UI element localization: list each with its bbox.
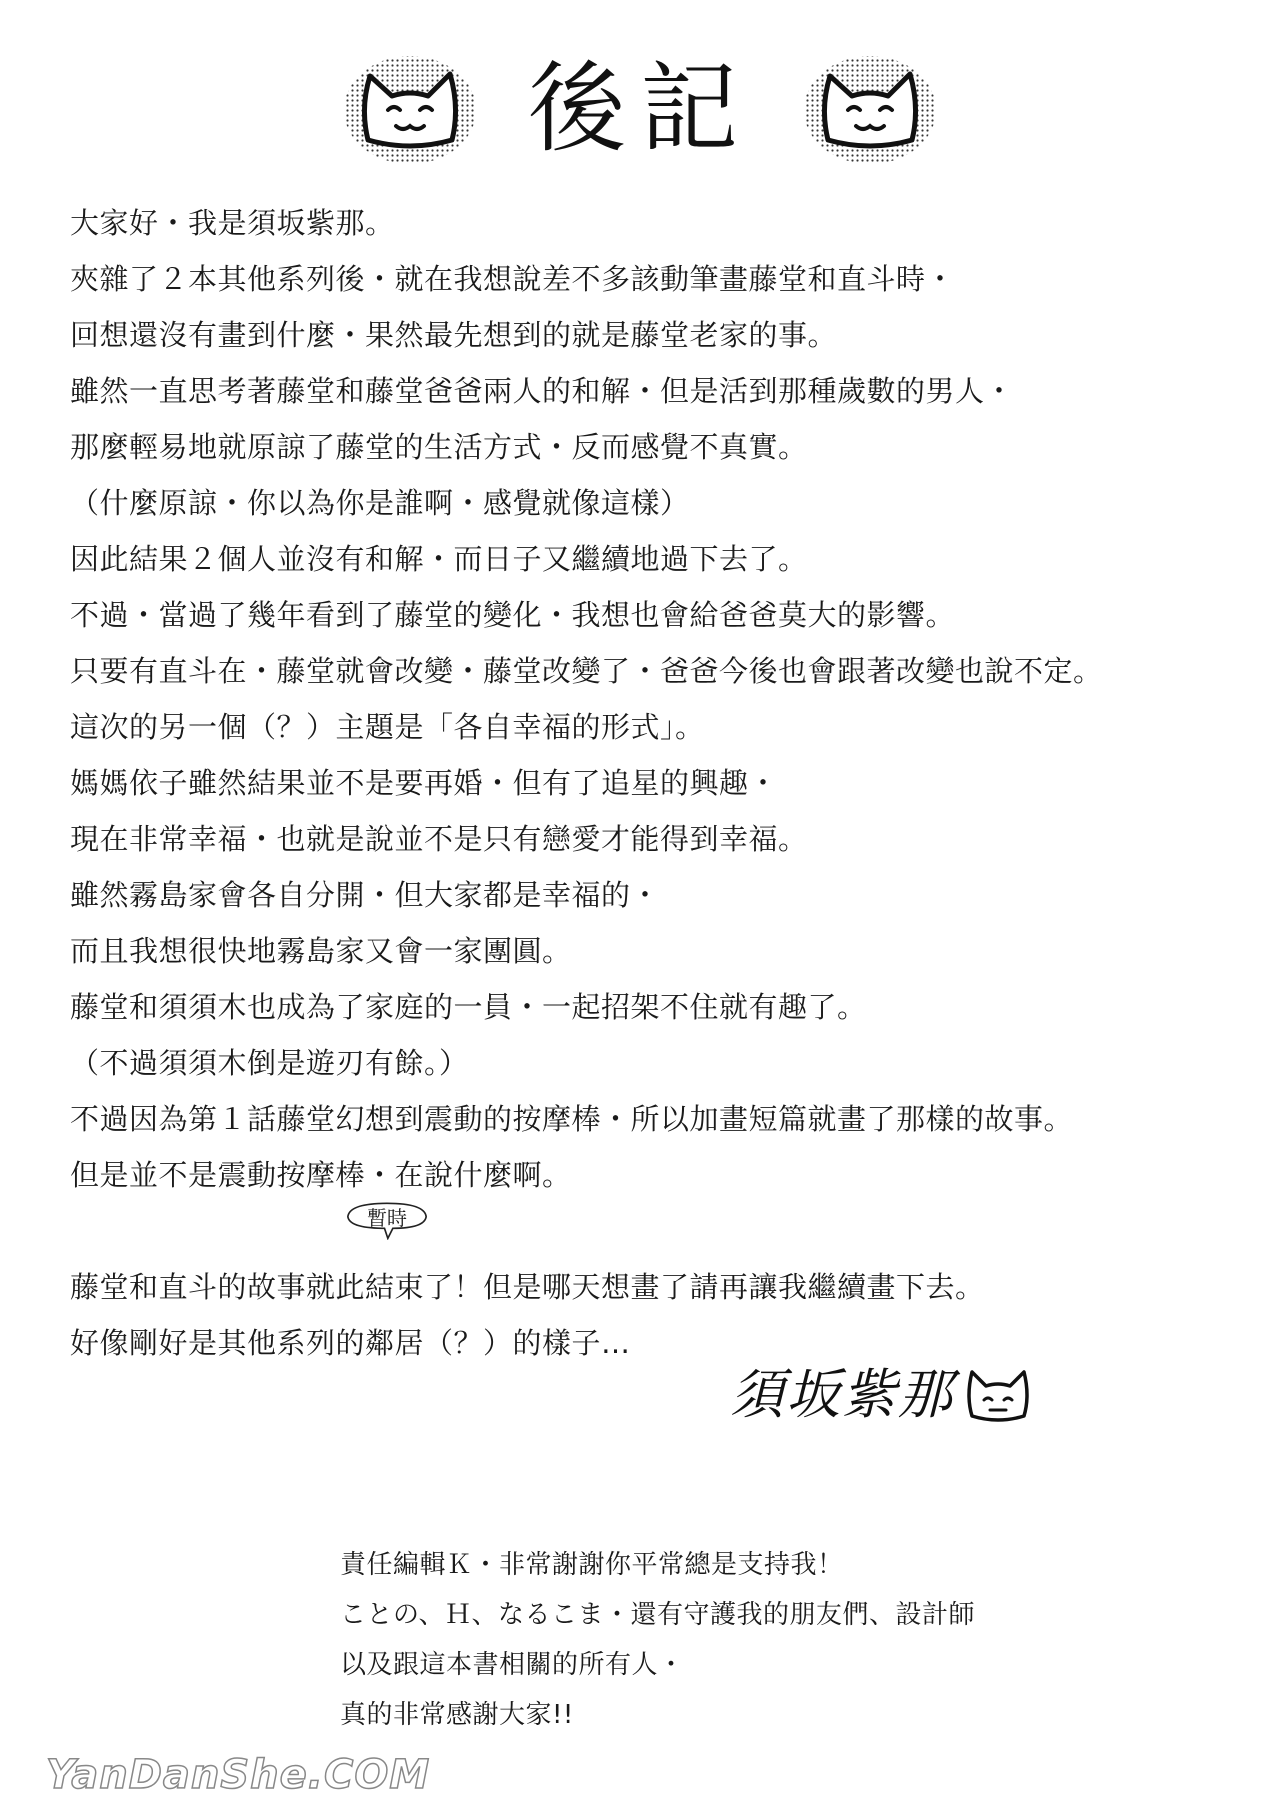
body-line: 現在非常幸福・也就是說並不是只有戀愛才能得到幸福。 — [70, 822, 808, 856]
furigana-annotation — [332, 1200, 442, 1248]
body-line: 不過・當過了幾年看到了藤堂的變化・我想也會給爸爸莫大的影響。 — [70, 598, 956, 632]
thanks-line: 以及跟這本書相關的所有人・ — [340, 1650, 685, 1680]
body-line: 只要有直斗在・藤堂就會改變・藤堂改變了・爸爸今後也會跟著改變也說不定。 — [70, 654, 1103, 688]
body-line: 而且我想很快地霧島家又會一家團圓。 — [70, 934, 572, 968]
body-line: 夾雜了２本其他系列後・就在我想說差不多該動筆畫藤堂和直斗時・ — [70, 262, 956, 296]
body-line: （不過須須木倒是遊刃有餘。） — [70, 1046, 469, 1080]
cat-face-icon — [800, 48, 940, 168]
body-line: （什麼原諒・你以為你是誰啊・感覺就像這樣） — [70, 486, 690, 520]
body-line: 大家好・我是須坂紫那。 — [70, 206, 395, 240]
cat-face-icon — [340, 48, 480, 168]
thanks-line: 責任編輯Ｋ・非常謝謝你平常總是支持我！ — [340, 1550, 844, 1580]
body-line: 藤堂和直斗的故事就此結束了！但是哪天想畫了請再讓我繼續畫下去。 — [70, 1270, 985, 1304]
body-line: 但是並不是震動按摩棒・在說什麼啊。 — [70, 1158, 572, 1192]
body-line: 雖然霧島家會各自分開・但大家都是幸福的・ — [70, 878, 661, 912]
body-line: 那麼輕易地就原諒了藤堂的生活方式・反而感覺不真實。 — [70, 430, 808, 464]
body-line: 回想還沒有畫到什麼・果然最先想到的就是藤堂老家的事。 — [70, 318, 838, 352]
acknowledgements — [340, 1540, 1100, 1740]
body-line: 這次的另一個（？）主題是「各自幸福的形式」。 — [70, 710, 705, 744]
body-line: 好像剛好是其他系列的鄰居（？）的樣子… — [70, 1326, 631, 1360]
thanks-line: ことの、Ｈ、なるこま・還有守護我的朋友們、設計師 — [340, 1600, 975, 1630]
body-line: 不過因為第１話藤堂幻想到震動的按摩棒・所以加畫短篇就畫了那樣的故事。 — [70, 1102, 1074, 1136]
signature-text: 須坂紫那 — [730, 1363, 954, 1426]
thanks-line: 真的非常感謝大家!! — [340, 1700, 574, 1730]
body-line: 媽媽依子雖然結果並不是要再婚・但有了追星的興趣・ — [70, 766, 779, 800]
author-signature — [730, 1360, 1050, 1440]
afterword-body — [70, 195, 1220, 1371]
furigana-text: 暫時 — [367, 1206, 407, 1230]
body-line: 因此結果２個人並沒有和解・而日子又繼續地過下去了。 — [70, 542, 808, 576]
page-title: 後記 — [527, 52, 752, 166]
site-watermark: YanDanShe.COM — [46, 1752, 431, 1798]
header — [340, 48, 940, 168]
cat-face-icon — [962, 1366, 1034, 1426]
body-line: 雖然一直思考著藤堂和藤堂爸爸兩人的和解・但是活到那種歲數的男人・ — [70, 374, 1015, 408]
body-line: 藤堂和須須木也成為了家庭的一員・一起招架不住就有趣了。 — [70, 990, 867, 1024]
